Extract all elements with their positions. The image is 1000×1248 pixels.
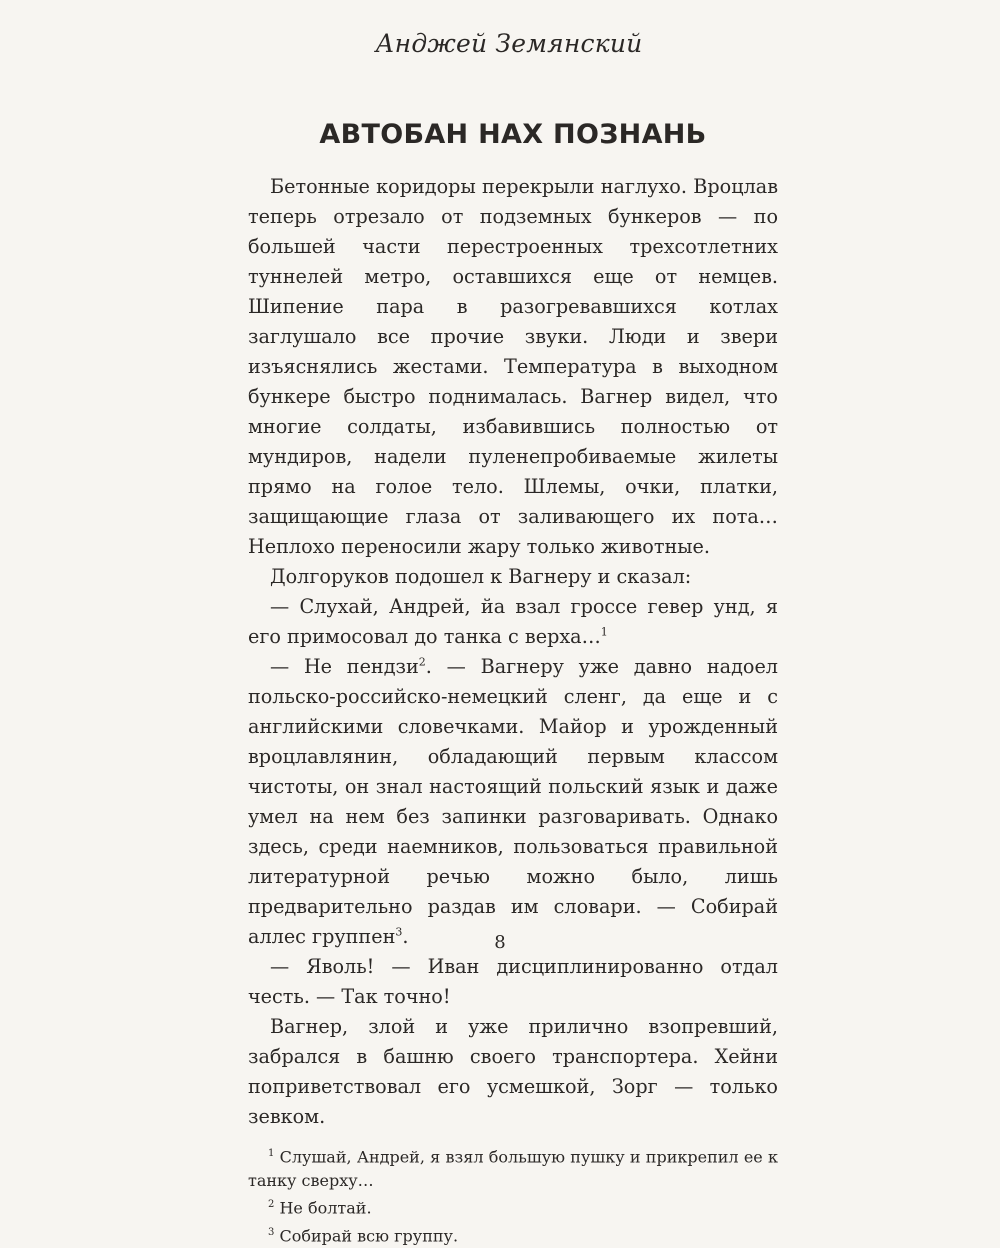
footnote-ref: 2: [418, 655, 426, 669]
footnote-ref: 1: [600, 625, 608, 639]
paragraph: — Слухай, Андрей, йа взал гроссе гевер унд, я его примосовал до танка с верха…$^1$: [248, 595, 778, 648]
footnote: $^2$ Не болтай.: [268, 1198, 372, 1218]
main-text: [248, 172, 778, 1132]
paragraph: — Яволь! — Иван дисциплинированно отдал честь. — Так точно!: [248, 955, 778, 1008]
paragraph: Бетонные коридоры перекрыли наглухо. Вроцлав теперь отрезало от подземных бункеров — по большей части перестроенных трехсотлетних туннелей метро, оставшихся еще от немцев. Шипение пара в разогревавшихся котлах заглушало все прочие звуки. Люди и звери изъяснялись жестами. Температура в выходном бункере быстро поднималась. Вагнер видел, что многие солдаты, избавившись полностью от мундиров, надели пуленепробиваемые жилеты прямо на голое тело. Шлемы, очки, платки, защищающие глаза от заливающего их пота… Неплохо переносили жару только животные.: [248, 175, 778, 558]
text-block: [248, 28, 778, 1248]
paragraph: — Не пендзи$^2$. — Вагнеру уже давно надоел польско-российско-немецкий сленг, да еще и с английскими словечками. Майор и урожденный вроцлавлянин, обладающий первым классом чистоты, он знал настоящий польский язык и даже умел на нем без запинки разговаривать. Однако здесь, среди наемников, пользоваться правильной литературной речью можно было, лишь предварительно раздав им словари. — Собирай аллес группен$^3$.: [248, 655, 778, 948]
chapter-title: АВТОБАН НАХ ПОЗНАНЬ: [319, 119, 707, 150]
footnote: $^3$ Собирай всю группу.: [268, 1225, 459, 1245]
footnote-ref: 3: [395, 925, 403, 939]
page-number: 8: [494, 932, 506, 953]
paragraph: Вагнер, злой и уже прилично взопревший, забрался в башню своего транспортера. Хейни поприветствовал его усмешкой, Зорг — только зевком.: [248, 1015, 778, 1128]
footnotes: [248, 1142, 778, 1248]
paragraph: Долгоруков подошел к Вагнеру и сказал:: [270, 565, 692, 588]
footnote: $^1$ Слушай, Андрей, я взял большую пушку и прикрепил ее к танку сверху…: [248, 1147, 778, 1191]
author-header: Анджей Земянский: [375, 29, 643, 58]
